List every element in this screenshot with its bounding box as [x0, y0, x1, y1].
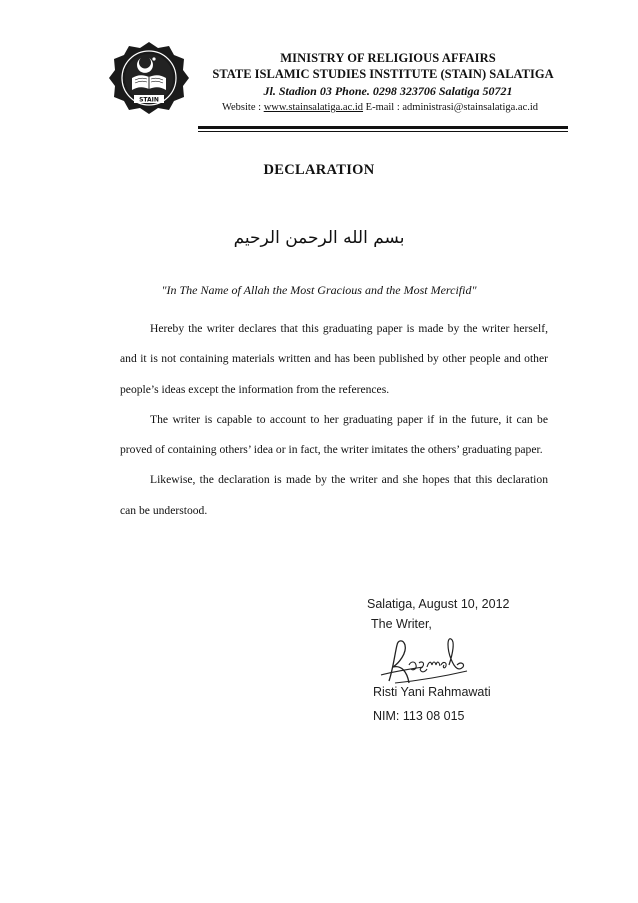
- website-link[interactable]: www.stainsalatiga.ac.id: [263, 102, 364, 113]
- institute-name: STATE ISLAMIC STUDIES INSTITUTE (STAIN) SALATIGA: [212, 67, 554, 81]
- basmala: بسم الله الرحمن الرحيم: [233, 228, 405, 248]
- email-text: E-mail : administrasi@stainsalatiga.ac.id: [363, 102, 539, 113]
- letterhead: [108, 40, 568, 132]
- declaration-body: [120, 314, 548, 526]
- handwritten-signature-icon: [375, 631, 471, 693]
- paragraph-1: Hereby the writer declares that this graduating paper is made by the writer herself, and it is not containing materials written and has been published by other people and other people’s ideas except the information from the references.: [120, 322, 548, 396]
- writer-nim: NIM: 113 08 015: [373, 709, 465, 723]
- letterhead-rule-thin: [198, 131, 568, 132]
- website-label: Website :: [221, 102, 264, 113]
- contact-line: [182, 99, 578, 116]
- place-date: Salatiga, August 10, 2012: [367, 597, 510, 611]
- writer-name: Risti Yani Rahmawati: [373, 685, 491, 699]
- writer-role: The Writer,: [371, 617, 432, 631]
- paragraph-2: The writer is capable to account to her graduating paper if in the future, it can be proved of containing others’ idea or in fact, the writer imitates the others’ graduating paper.: [120, 412, 548, 457]
- letterhead-rule-thick: [198, 126, 568, 129]
- paragraph-3: Likewise, the declaration is made by the writer and she hopes that this declaration can be understood.: [120, 473, 548, 517]
- institute-address: Jl. Stadion 03 Phone. 0298 323706 Salatiga 50721: [263, 84, 513, 98]
- institution-emblem-icon: [108, 40, 190, 116]
- ministry-name: MINISTRY OF RELIGIOUS AFFAIRS: [280, 51, 496, 65]
- page-title: DECLARATION: [263, 162, 375, 178]
- basmala-translation: "In The Name of Allah the Most Gracious and the Most Mercifid": [161, 283, 477, 297]
- letterhead-text: [198, 50, 578, 116]
- emblem-label: STAIN: [139, 96, 159, 104]
